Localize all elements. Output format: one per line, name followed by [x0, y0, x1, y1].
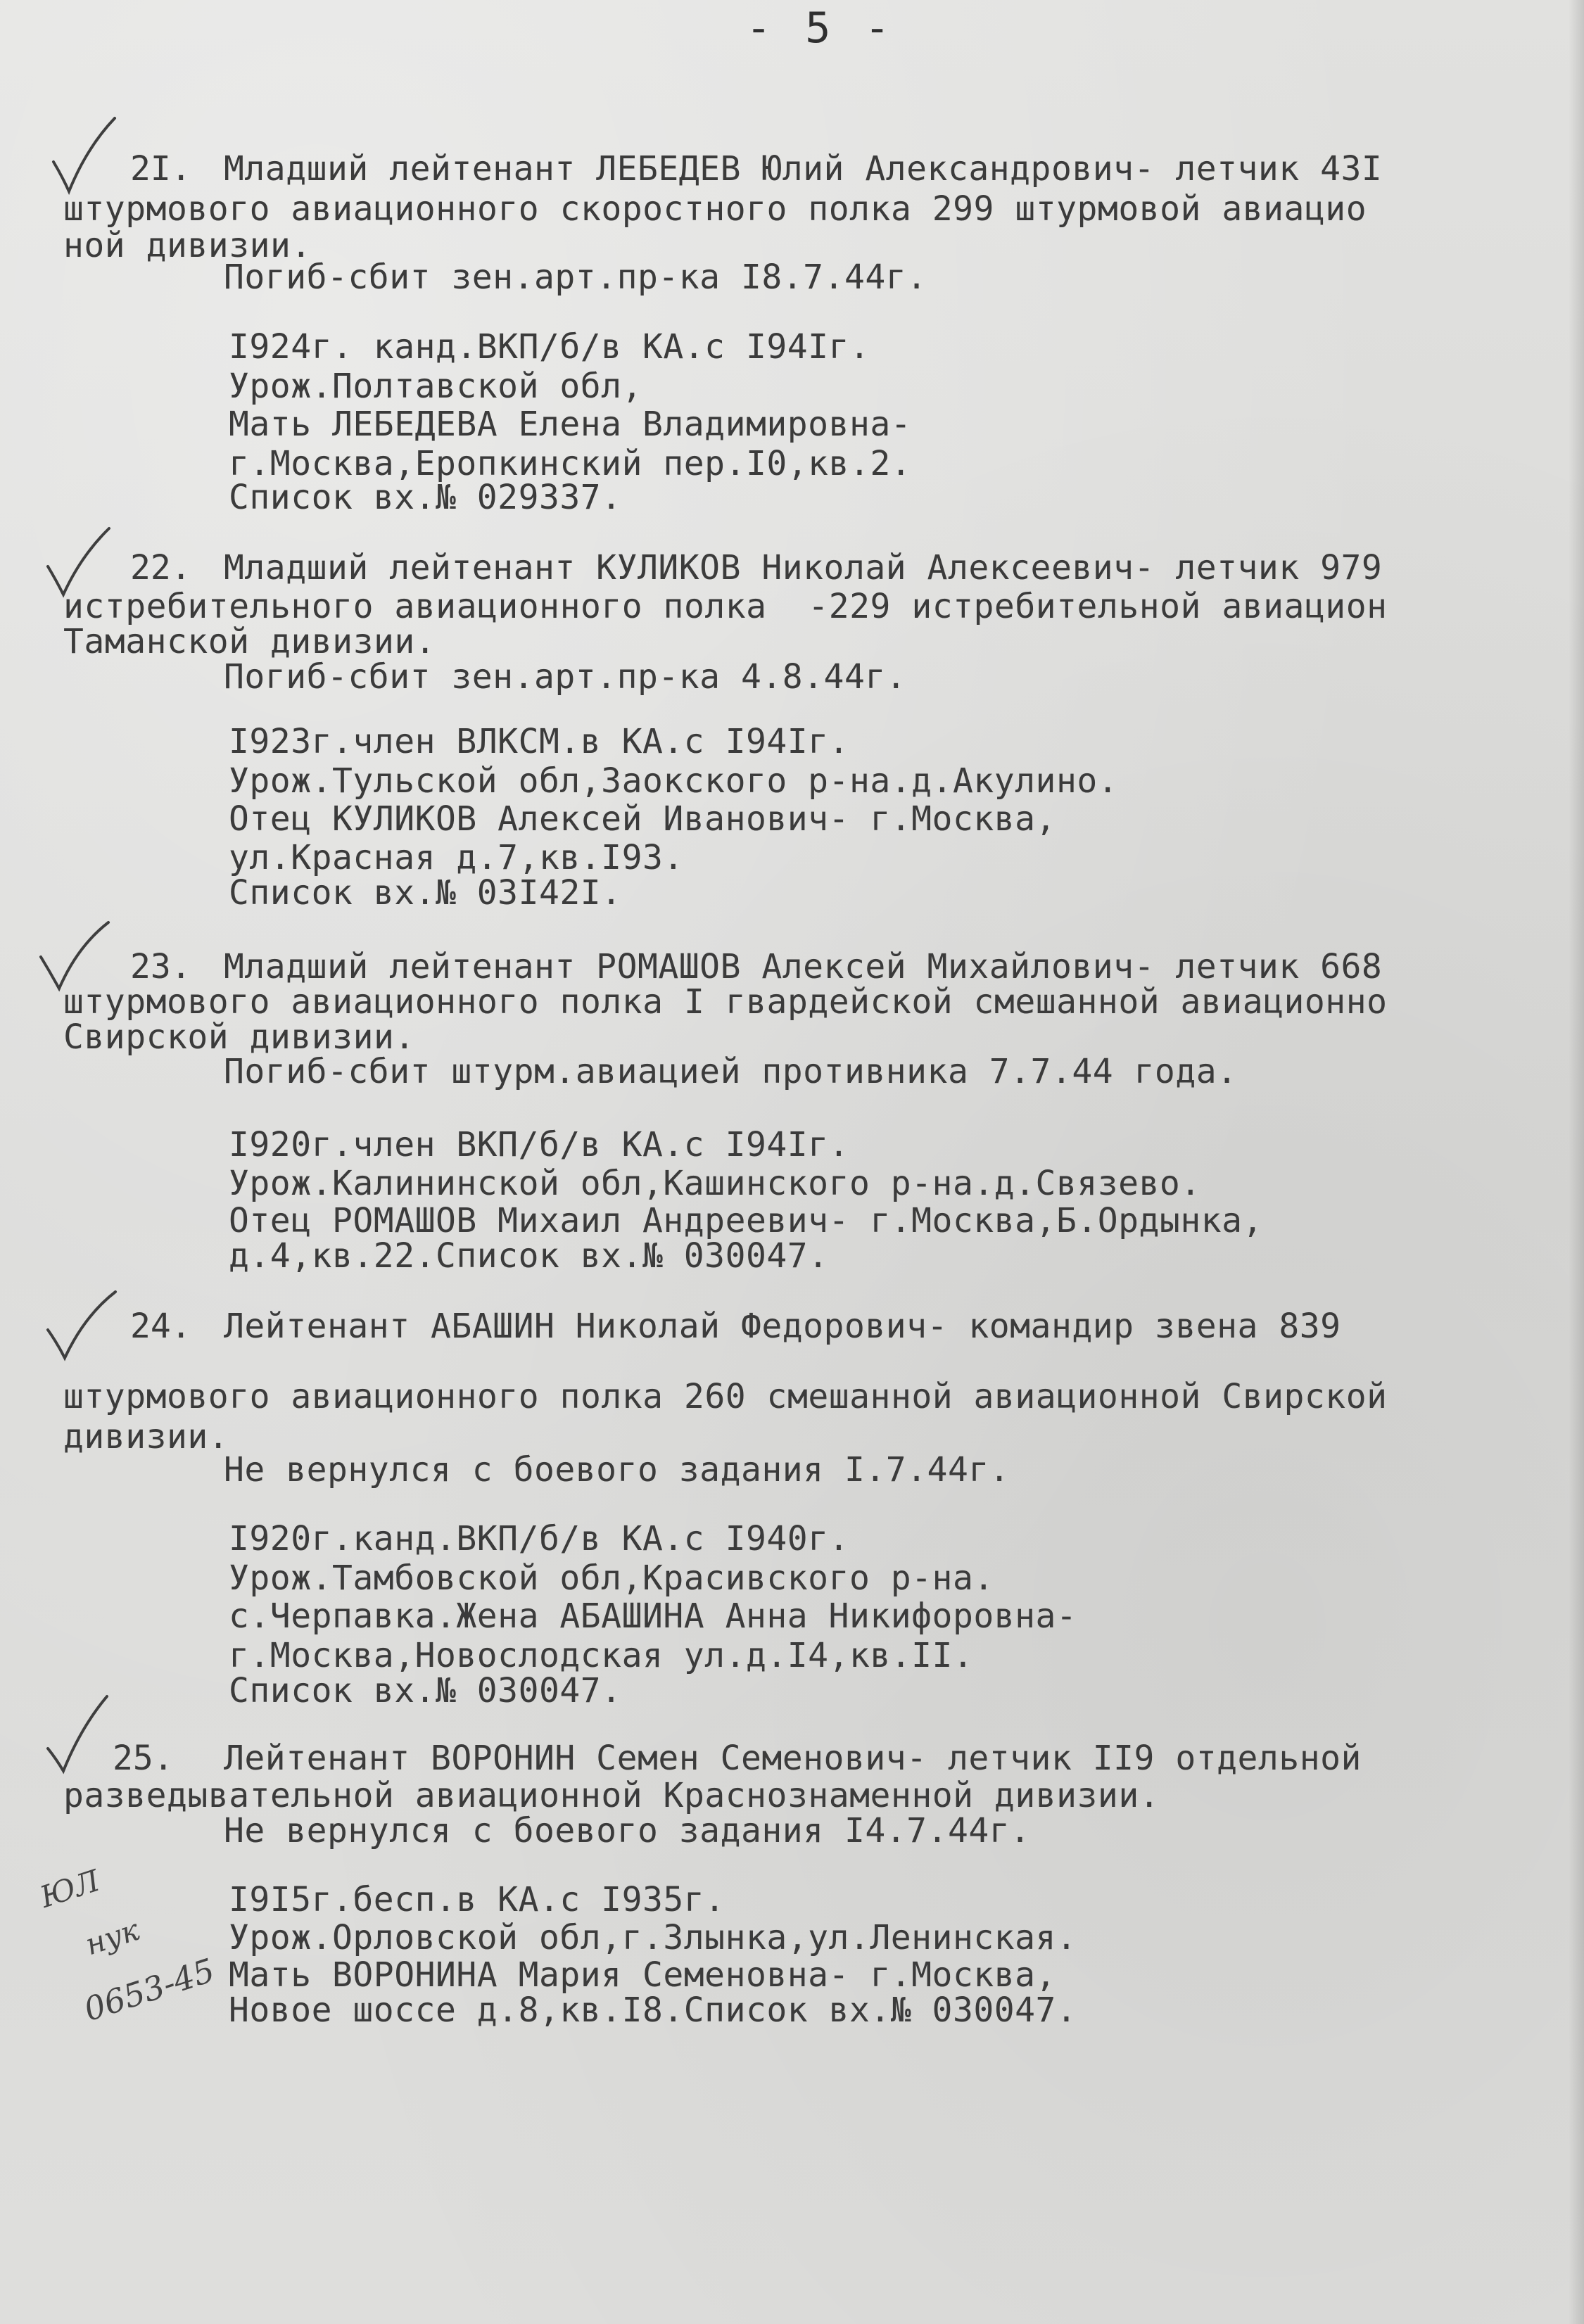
- checkmark-icon: [42, 1692, 120, 1777]
- entry-number: 2I.: [130, 149, 191, 189]
- entry-detail: Урож.Тамбовской обл,Красивского р-на.: [229, 1558, 994, 1598]
- entry-text-line: истребительного авиационного полка -229 истребительной авиацион: [63, 587, 1388, 626]
- entry-heading-line: Младший лейтенант КУЛИКОВ Николай Алексеевич- летчик 979: [224, 548, 1383, 588]
- entry-text-line: Таманской дивизии.: [63, 622, 436, 661]
- page-edge-shadow: [1569, 0, 1584, 2324]
- handwritten-note-line: нук: [81, 1912, 144, 1962]
- entry-text-line: штурмового авиационного полка 260 смешанной авиационной Свирской: [63, 1377, 1388, 1416]
- entry-text-line: разведывательной авиационной Краснознаменной дивизии.: [63, 1776, 1160, 1815]
- entry-text-line: штурмового авиационного полка I гвардейской смешанной авиационно: [63, 982, 1388, 1022]
- entry-number: 22.: [130, 548, 191, 588]
- entry-number: 24.: [130, 1307, 191, 1346]
- entry-detail: Урож.Калининской обл,Кашинского р-на.д.Связево.: [229, 1164, 1201, 1203]
- entry-detail: Отец КУЛИКОВ Алексей Иванович- г.Москва,: [229, 799, 1056, 839]
- entry-fate: Погиб-сбит зен.арт.пр-ка I8.7.44г.: [224, 258, 927, 297]
- handwritten-note: [28, 1814, 227, 2056]
- entry-detail: Отец РОМАШОВ Михаил Андреевич- г.Москва,Б.Ордынка,: [229, 1201, 1263, 1240]
- entry-detail: I920г.канд.ВКП/б/в КА.с I940г.: [229, 1519, 849, 1558]
- entry-number: 25.: [113, 1739, 174, 1778]
- checkmark-icon: [42, 1288, 120, 1365]
- entry-heading-line: Лейтенант АБАШИН Николай Федорович- командир звена 839: [224, 1307, 1341, 1346]
- entry-heading-line: Лейтенант ВОРОНИН Семен Семенович- летчик II9 отдельной: [224, 1739, 1362, 1778]
- entry-fate: Погиб-сбит зен.арт.пр-ка 4.8.44г.: [224, 657, 907, 697]
- entry-detail: Список вх.№ 030047.: [229, 1671, 622, 1710]
- entry-heading-line: Младший лейтенант РОМАШОВ Алексей Михайлович- летчик 668: [224, 947, 1383, 986]
- entry-detail: Список вх.№ 029337.: [229, 478, 622, 517]
- entry-fate: Не вернулся с боевого задания I4.7.44г.: [224, 1811, 1031, 1850]
- entry-detail: I920г.член ВКП/б/в КА.с I94Iг.: [229, 1125, 849, 1164]
- entry-detail: I924г. канд.ВКП/б/в КА.с I94Iг.: [229, 327, 870, 367]
- entry-detail: Список вх.№ 03I42I.: [229, 873, 622, 913]
- entry-detail: Мать ВОРОНИНА Мария Семеновна- г.Москва,: [229, 1955, 1056, 1995]
- entry-detail: Урож.Полтавской обл,: [229, 367, 642, 406]
- checkmark-icon: [48, 113, 118, 197]
- entry-detail: ул.Красная д.7,кв.I93.: [229, 838, 684, 877]
- entry-detail: I923г.член ВЛКСМ.в КА.с I94Iг.: [229, 722, 849, 761]
- entry-detail: I9I5г.бесп.в КА.с I935г.: [229, 1880, 726, 1919]
- entry-fate: Не вернулся с боевого задания I.7.44г.: [224, 1450, 1010, 1490]
- entry-detail: с.Черпавка.Жена АБАШИНА Анна Никифоровна-: [229, 1596, 1077, 1636]
- entry-text-line: дивизии.: [63, 1417, 229, 1456]
- entry-fate: Погиб-сбит штурм.авиацией противника 7.7.44 года.: [224, 1052, 1238, 1091]
- entry-detail: г.Москва,Еропкинский пер.I0,кв.2.: [229, 444, 912, 483]
- entry-text-line: ной дивизии.: [63, 226, 312, 265]
- page-number: - 5 -: [746, 4, 894, 53]
- handwritten-note-line: ЮЛ: [36, 1862, 104, 1915]
- entry-detail: Урож.Орловской обл,г.Злынка,ул.Ленинская.: [229, 1918, 1077, 1957]
- entry-text-line: штурмового авиационного скоростного полка 299 штурмовой авиацио: [63, 189, 1367, 229]
- entry-detail: Мать ЛЕБЕДЕВА Елена Владимировна-: [229, 405, 912, 444]
- entry-heading-line: Младший лейтенант ЛЕБЕДЕВ Юлий Александрович- летчик 43I: [224, 149, 1383, 189]
- entry-number: 23.: [130, 947, 191, 986]
- entry-detail: д.4,кв.22.Список вх.№ 030047.: [229, 1236, 829, 1276]
- entry-text-line: Свирской дивизии.: [63, 1017, 415, 1057]
- entry-detail: г.Москва,Новослодская ул.д.I4,кв.II.: [229, 1636, 974, 1675]
- entry-detail: Урож.Тульской обл,Заокского р-на.д.Акулино.: [229, 761, 1119, 801]
- handwritten-note-line: 0653-45: [79, 1950, 220, 2029]
- entry-detail: Новое шоссе д.8,кв.I8.Список вх.№ 030047.: [229, 1990, 1077, 2030]
